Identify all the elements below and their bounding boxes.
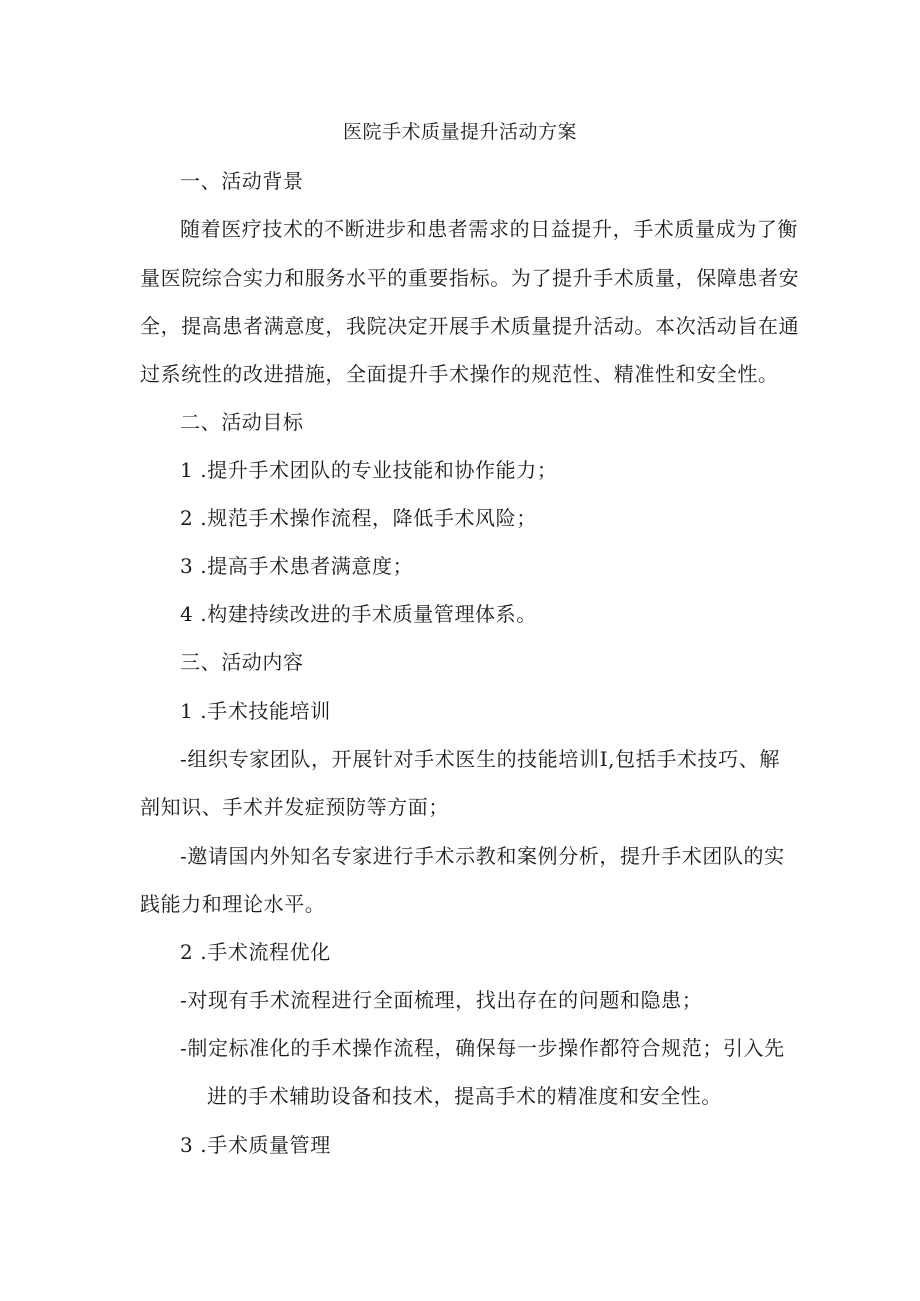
paragraph-line: 量医院综合实力和服务水平的重要指标。为了提升手术质量，保障患者安	[140, 266, 800, 290]
goal-item: 4 .构建持续改进的手术质量管理体系。	[180, 602, 537, 626]
paragraph-line: 随着医疗技术的不断进步和患者需求的日益提升，手术质量成为了衡	[180, 217, 798, 241]
bullet-line: -组织专家团队，开展针对手术医生的技能培训I,包括手术技巧、解	[180, 747, 780, 771]
bullet-line: 剖知识、手术并发症预防等方面；	[140, 795, 449, 819]
subsection-heading-process: 2 .手术流程优化	[180, 940, 331, 964]
goal-item: 1 .提升手术团队的专业技能和协作能力；	[180, 458, 558, 482]
paragraph-line: 全，提高患者满意度，我院决定开展手术质量提升活动。本次活动旨在通	[140, 314, 800, 338]
section-heading-content: 三、活动内容	[180, 650, 304, 674]
section-heading-goals: 二、活动目标	[180, 410, 304, 434]
document-title: 医院手术质量提升活动方案	[342, 121, 577, 143]
goal-item: 3 .提高手术患者满意度；	[180, 554, 414, 578]
bullet-line: -制定标准化的手术操作流程，确保每一步操作都符合规范；引入先	[180, 1036, 785, 1060]
subsection-heading-training: 1 .手术技能培训	[180, 699, 331, 723]
bullet-line: 践能力和理论水平。	[140, 892, 326, 916]
paragraph-line: 过系统性的改进措施，全面提升手术操作的规范性、精准性和安全性。	[140, 362, 779, 386]
bullet-line: -对现有手术流程进行全面梳理，找出存在的问题和隐患；	[180, 988, 703, 1012]
subsection-heading-quality: 3 .手术质量管理	[180, 1133, 331, 1157]
bullet-line: -邀请国内外知名专家进行手术示教和案例分析，提升手术团队的实	[180, 844, 785, 868]
section-heading-background: 一、活动背景	[180, 169, 304, 193]
goal-item: 2 .规范手术操作流程，降低手术风险；	[180, 506, 537, 530]
bullet-line: 进的手术辅助设备和技术，提高手术的精准度和安全性。	[207, 1084, 722, 1108]
